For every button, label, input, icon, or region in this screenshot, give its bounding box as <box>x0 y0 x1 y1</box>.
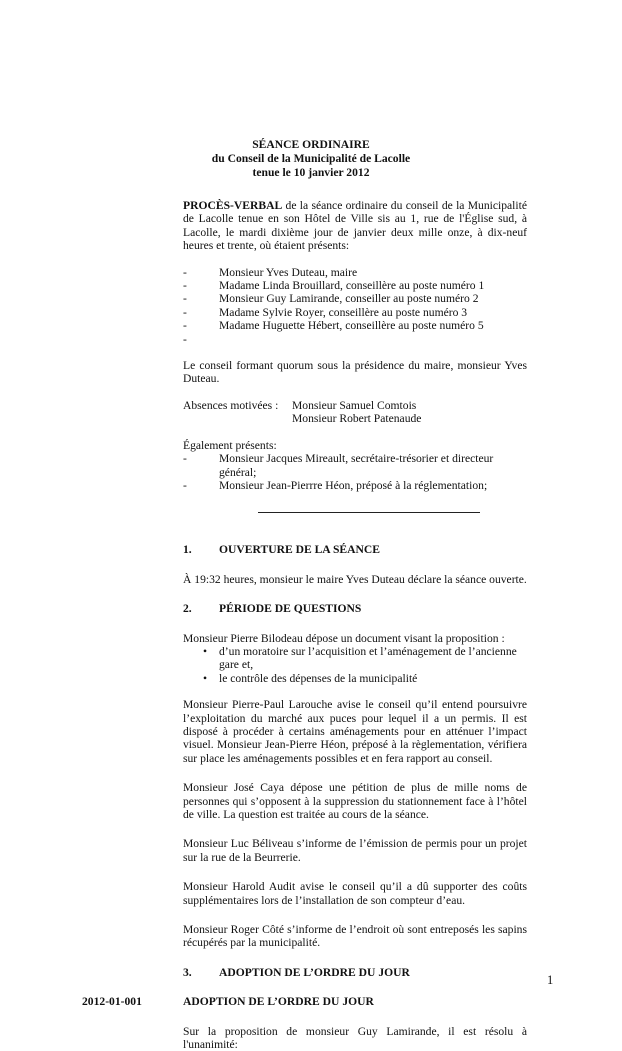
list-item: • d’un moratoire sur l’acquisition et l’aménagement de l’ancienne gare et, <box>203 644 517 672</box>
question-paragraph: Monsieur Roger Côté s’informe de l’endroit où sont entreposés les sapins récupérés par la municipalité. <box>183 923 527 950</box>
bullet-icon: • <box>203 644 208 658</box>
absences-label: Absences motivées : <box>183 398 279 412</box>
intro-paragraph <box>183 199 527 253</box>
document-header <box>0 138 622 180</box>
resolution-block <box>82 995 527 1051</box>
absences-block <box>183 399 527 426</box>
present-item <box>183 333 527 346</box>
present-item <box>183 279 527 292</box>
also-present-block <box>183 439 527 493</box>
resolution-title: ADOPTION DE L’ORDRE DU JOUR <box>183 995 374 1009</box>
question-paragraph: Monsieur Pierre-Paul Larouche avise le conseil qu’il entend poursuivre l’exploitation du marché aux puces pour lequel il a un permis. Il est disposé à procéder à certains aménagements pour en atténuer l’impact visuel. Monsieur Jean-Pierre Héon, préposé à la règlementation, vérifiera sur place les aménagements possibles et en fera rapport au conseil. <box>183 698 527 765</box>
present-list <box>183 266 527 346</box>
intro-text: de la séance ordinaire du conseil de la Municipalité de Lacolle tenue en son Hôtel de Ville sis au 1, rue de l'Église sud, à Lacolle, le mardi dixième jour de janvier deux mille onze, à dix-neuf heures et trente, où étaient présents: <box>183 199 527 253</box>
present-item <box>183 292 527 305</box>
present-item <box>183 306 527 319</box>
absent-name: Monsieur Robert Patenaude <box>292 412 422 426</box>
list-dash: - <box>183 478 187 492</box>
list-dash: - <box>183 265 187 279</box>
list-dash: - <box>183 292 187 306</box>
also-present-item: - Monsieur Jean-Pierrre Héon, préposé à la réglementation; <box>183 478 488 492</box>
also-present-label: Également présents: <box>183 438 277 452</box>
list-item: • le contrôle des dépenses de la municipalité <box>203 671 418 685</box>
present-item <box>183 319 527 332</box>
page-number: 1 <box>547 973 554 987</box>
section-3-heading: 3. ADOPTION DE L’ORDRE DU JOUR <box>183 965 410 979</box>
header-subtitle: du Conseil de la Municipalité de Lacolle <box>211 152 411 165</box>
also-present-item: - Monsieur Jacques Mireault, secrétaire-trésorier et directeur général; <box>183 452 494 479</box>
bullet-icon: • <box>203 671 208 685</box>
header-date: tenue le 10 janvier 2012 <box>252 166 370 179</box>
question-paragraph: Monsieur Harold Audit avise le conseil qu’il a dû supporter des coûts supplémentaires lors de l’installation de son compteur d’eau. <box>183 880 527 907</box>
list-dash: - <box>183 319 187 333</box>
present-name: Madame Huguette Hébert, conseillère au poste numéro 5 <box>219 319 484 333</box>
section-2-intro: Monsieur Pierre Bilodeau dépose un document visant la proposition : <box>183 631 505 645</box>
present-name: Madame Linda Brouillard, conseillère au poste numéro 1 <box>219 279 485 293</box>
absent-name: Monsieur Samuel Comtois <box>292 398 417 412</box>
present-name: Monsieur Yves Duteau, maire <box>219 265 358 279</box>
document-body <box>82 199 527 1051</box>
list-dash: - <box>183 279 187 293</box>
list-dash: - <box>183 305 187 319</box>
resolution-number: 2012-01-001 <box>82 995 142 1009</box>
present-name: Monsieur Guy Lamirande, conseiller au poste numéro 2 <box>219 292 479 306</box>
proposal-bullets <box>183 645 527 685</box>
present-name: Madame Sylvie Royer, conseillère au poste numéro 3 <box>219 305 468 319</box>
section-2-heading: 2. PÉRIODE DE QUESTIONS <box>183 602 362 616</box>
section-1-heading: 1. OUVERTURE DE LA SÉANCE <box>183 543 380 557</box>
list-dash: - <box>183 452 187 466</box>
resolution-text: Sur la proposition de monsieur Guy Lamirande, il est résolu à l'unanimité: <box>183 1024 527 1051</box>
section-1-text: À 19:32 heures, monsieur le maire Yves Duteau déclare la séance ouverte. <box>183 572 527 586</box>
question-paragraph: Monsieur Luc Béliveau s’informe de l’émission de permis pour un projet sur la rue de la Beurrerie. <box>183 837 527 864</box>
question-paragraph: Monsieur José Caya dépose une pétition de plus de mille noms de personnes qui s’opposent à la suppression du stationnement face à l’hôtel de ville. La question est traitée au cours de la séance. <box>183 781 527 821</box>
list-dash: - <box>183 332 187 346</box>
present-item <box>183 266 527 279</box>
header-title: SÉANCE ORDINAIRE <box>252 138 370 151</box>
quorum-paragraph: Le conseil formant quorum sous la présidence du maire, monsieur Yves Duteau. <box>183 359 527 386</box>
intro-lead: PROCÈS-VERBAL <box>183 199 283 212</box>
